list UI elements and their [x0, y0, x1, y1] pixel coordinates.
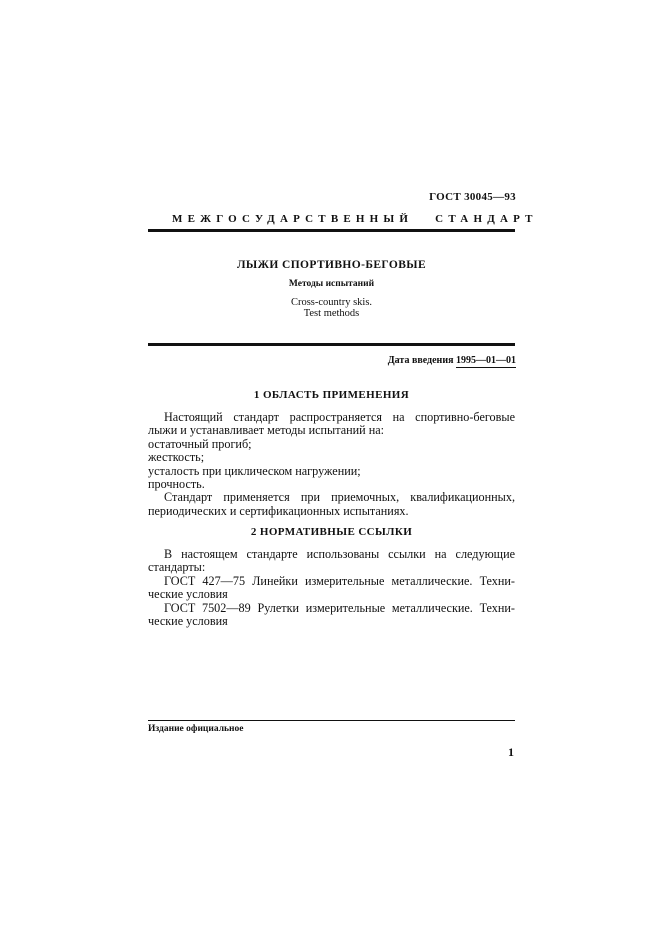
- section-1-line: лыжи и устанавливает методы испытаний на:: [148, 423, 385, 438]
- header-rule: [148, 229, 515, 232]
- page-number: 1: [508, 745, 514, 759]
- banner-word-interstate: МЕЖГОСУДАРСТВЕННЫЙ: [172, 213, 414, 225]
- section-2-line: стандарты:: [148, 560, 206, 575]
- section-1-heading: 1 ОБЛАСТЬ ПРИМЕНЕНИЯ: [253, 389, 410, 401]
- official-edition-note: Издание официальное: [148, 724, 244, 734]
- footer-rule: [148, 720, 515, 721]
- section-2-line: В настоящем стандарте использованы ссылки на следующие: [164, 547, 515, 561]
- section-1-line: Настоящий стандарт распространяется на спортивно-беговые: [164, 410, 515, 424]
- section-1-line: жесткость;: [148, 450, 205, 465]
- gost-code: ГОСТ 30045—93: [429, 191, 516, 203]
- section-1-line: периодических и сертификационных испытаниях.: [148, 503, 409, 518]
- section-2-line: ГОСТ 427—75 Линейки измерительные металлические. Техни-: [164, 573, 515, 588]
- section-2-line: ГОСТ 7502—89 Рулетки измерительные металлические. Техни-: [164, 600, 515, 615]
- section-2-line: ческие условия: [148, 614, 228, 629]
- document-title: ЛЫЖИ СПОРТИВНО-БЕГОВЫЕ: [236, 259, 427, 271]
- section-1-body: [148, 411, 515, 518]
- interstate-standard-banner: [172, 213, 538, 225]
- english-title: [148, 297, 515, 319]
- banner-word-standard: СТАНДАРТ: [435, 213, 538, 225]
- section-1-line: остаточный прогиб;: [148, 436, 252, 451]
- english-title-line-1: Cross-country skis.: [290, 297, 373, 308]
- section-1-line: Стандарт применяется при приемочных, квалификационных,: [164, 490, 515, 505]
- introduction-date: [388, 355, 516, 366]
- section-2-line: ческие условия: [148, 587, 228, 602]
- section-1-line: усталость при циклическом нагружении;: [148, 463, 361, 478]
- intro-date-value: 1995—01—01: [456, 355, 516, 366]
- section-2-heading: 2 НОРМАТИВНЫЕ ССЫЛКИ: [250, 526, 413, 538]
- english-title-line-2: Test methods: [303, 308, 360, 319]
- document-subtitle: Методы испытаний: [288, 279, 375, 289]
- section-1-line: прочность.: [148, 477, 205, 492]
- title-rule: [148, 343, 515, 346]
- section-2-body: [148, 548, 515, 628]
- intro-date-label: Дата введения: [387, 355, 454, 366]
